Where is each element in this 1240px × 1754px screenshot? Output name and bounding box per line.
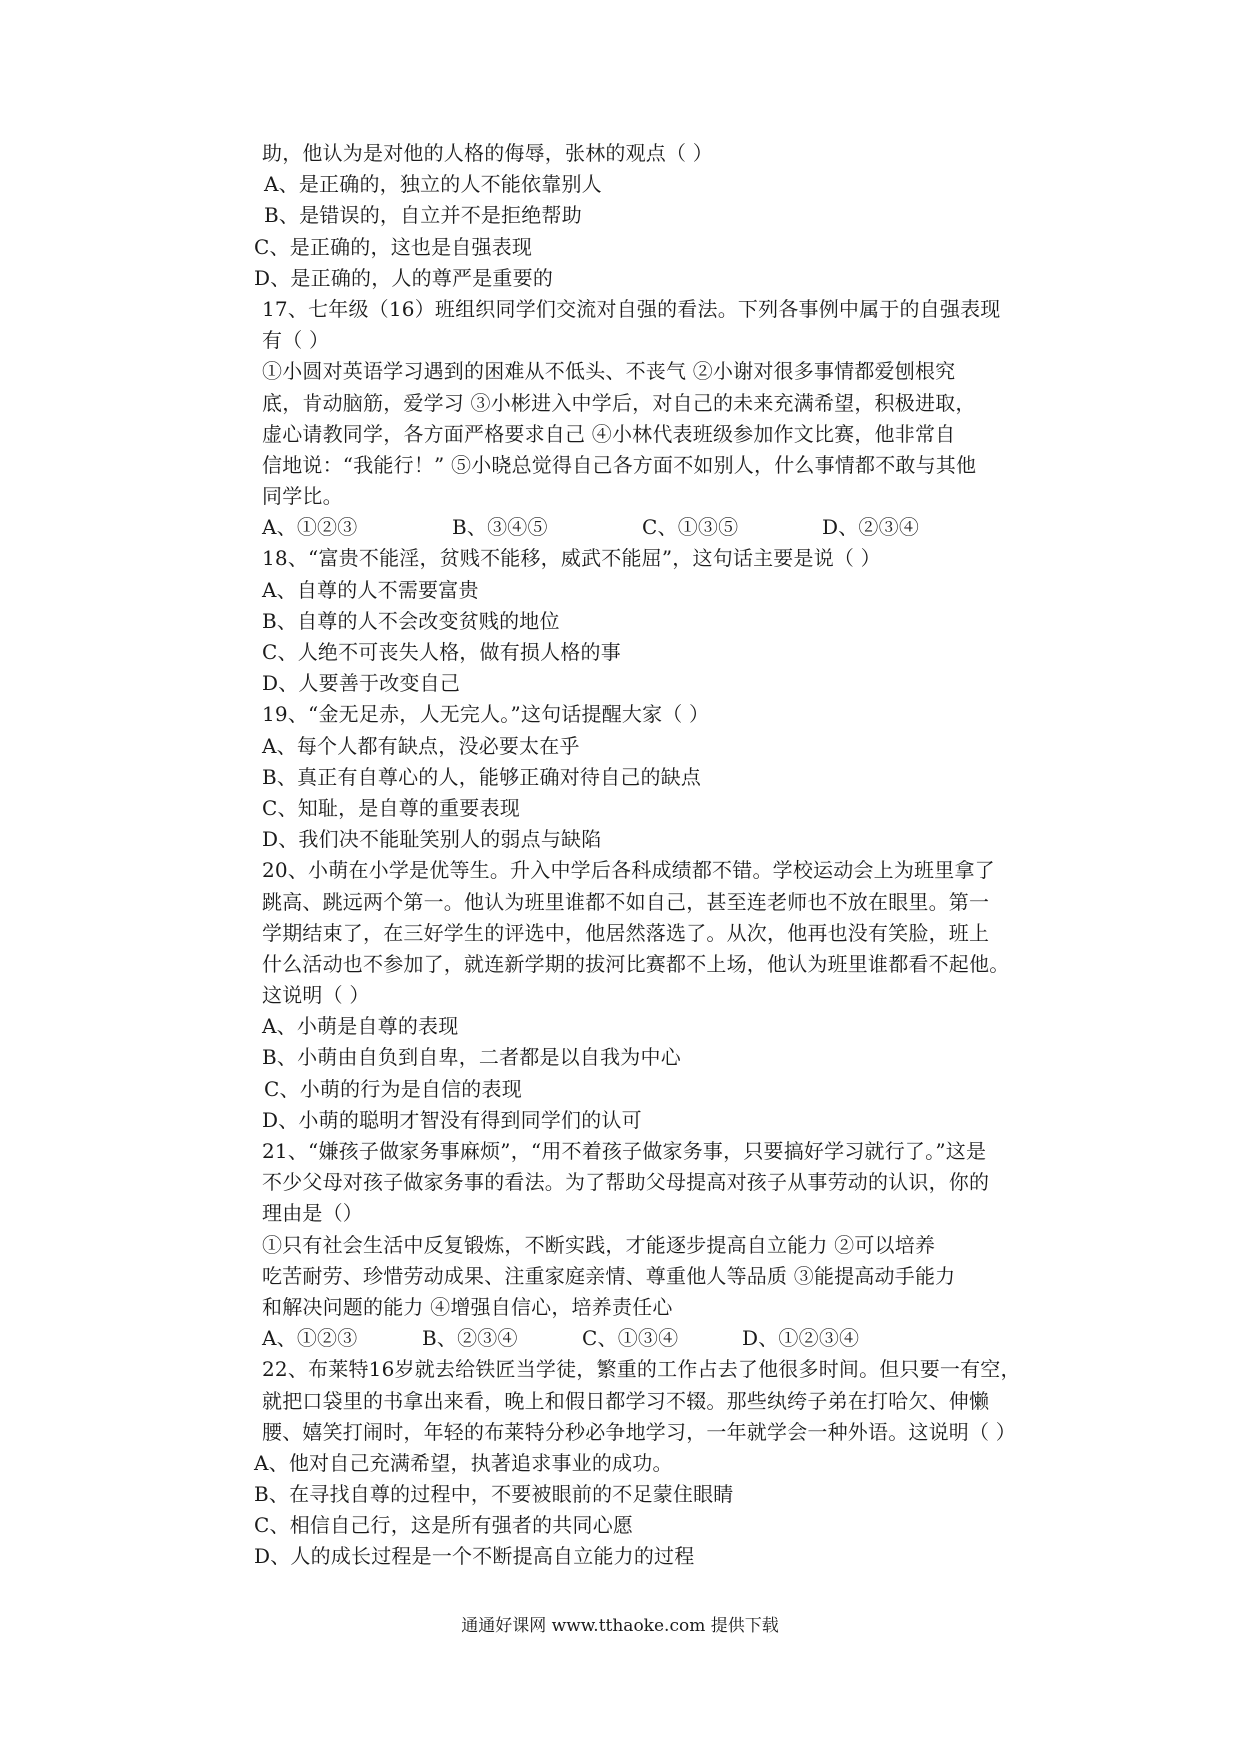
page-footer: 通通好课网 www.tthaoke.com 提供下载 xyxy=(461,1616,779,1636)
text-line: 有（ ） xyxy=(262,328,330,353)
option-b: B、②③④ xyxy=(422,1326,518,1351)
option-a: A、①②③ xyxy=(262,1326,358,1351)
option-line: D、人要善于改变自己 xyxy=(262,671,461,696)
text-line: 就把口袋里的书拿出来看，晚上和假日都学习不辍。那些纨绔子弟在打哈欠、伸懒 xyxy=(262,1388,990,1413)
text-line: 底，肯动脑筋，爱学习 ③小彬进入中学后，对自己的未来充满希望，积极进取， xyxy=(262,390,976,415)
option-line: A、每个人都有缺点，没必要太在乎 xyxy=(262,733,580,758)
option-line: C、是正确的，这也是自强表现 xyxy=(254,234,533,259)
text-line: 跳高、跳远两个第一。他认为班里谁都不如自己，甚至连老师也不放在眼里。第一 xyxy=(262,889,990,914)
option-line: B、真正有自尊心的人，能够正确对待自己的缺点 xyxy=(262,764,702,789)
question-20-line: 20、小萌在小学是优等生。升入中学后各科成绩都不错。学校运动会上为班里拿了 xyxy=(262,858,995,883)
option-line: C、人绝不可丧失人格，做有损人格的事 xyxy=(262,640,621,664)
option-b: B、③④⑤ xyxy=(452,515,548,540)
option-c: C、①③⑤ xyxy=(642,515,739,540)
text-line: 不少父母对孩子做家务事的看法。为了帮助父母提高对孩子从事劳动的认识，你的 xyxy=(262,1170,990,1195)
question-17-line: 17、七年级（16）班组织同学们交流对自强的看法。下列各事例中属于的自强表现 xyxy=(262,296,1001,321)
option-line: D、我们决不能耻笑别人的弱点与缺陷 xyxy=(262,827,602,852)
option-line: B、是错误的，自立并不是拒绝帮助 xyxy=(264,203,582,228)
text-line: 信地说：“我能行！” ⑤小晓总觉得自己各方面不如别人，什么事情都不敢与其他 xyxy=(262,452,977,477)
option-line: C、知耻，是自尊的重要表现 xyxy=(262,795,520,820)
option-c: C、①③④ xyxy=(582,1326,679,1351)
text-line: 这说明（ ） xyxy=(262,983,370,1008)
question-21-line: 21、“嫌孩子做家务事麻烦”，“用不着孩子做家务事，只要搞好学习就行了。”这是 xyxy=(262,1139,987,1163)
option-line: A、他对自己充满希望，执著追求事业的成功。 xyxy=(254,1450,673,1475)
text-line: 同学比。 xyxy=(262,484,343,509)
option-line: A、自尊的人不需要富贵 xyxy=(262,577,479,602)
question-18-line: 18、“富贵不能淫，贫贱不能移，威武不能屈”，这句话主要是说（ ） xyxy=(262,546,881,571)
option-line: A、小萌是自尊的表现 xyxy=(262,1014,459,1039)
option-line: D、人的成长过程是一个不断提高自立能力的过程 xyxy=(254,1544,695,1569)
text-line: 和解决问题的能力 ④增强自信心，培养责任心 xyxy=(262,1294,673,1319)
question-17-options xyxy=(262,512,1062,543)
text-line: 腰、嬉笑打闹时，年轻的布莱特分秒必争地学习，一年就学会一种外语。这说明（ ） xyxy=(262,1419,1016,1444)
question-21-options xyxy=(262,1323,1062,1354)
question-19-line: 19、“金无足赤，人无完人。”这句话提醒大家（ ） xyxy=(262,702,710,727)
option-line: A、是正确的，独立的人不能依靠别人 xyxy=(264,172,602,197)
option-line: C、相信自己行，这是所有强者的共同心愿 xyxy=(254,1513,634,1538)
text-line: 什么活动也不参加了，就连新学期的拔河比赛都不上场，他认为班里谁都看不起他。 xyxy=(262,951,1010,976)
text-line: 吃苦耐劳、珍惜劳动成果、注重家庭亲情、尊重他人等品质 ③能提高动手能力 xyxy=(262,1263,956,1288)
option-line: B、小萌由自负到自卑，二者都是以自我为中心 xyxy=(262,1045,681,1070)
option-line: B、自尊的人不会改变贫贱的地位 xyxy=(262,608,560,633)
text-line: 学期结束了，在三好学生的评选中，他居然落选了。从次，他再也没有笑脸，班上 xyxy=(262,920,990,945)
option-line: C、小萌的行为是自信的表现 xyxy=(264,1076,522,1101)
option-line: B、在寻找自尊的过程中，不要被眼前的不足蒙住眼睛 xyxy=(254,1482,734,1507)
option-d: D、②③④ xyxy=(822,515,920,540)
option-d: D、①②③④ xyxy=(742,1326,860,1351)
document-body xyxy=(254,138,1062,1573)
text-line: 助，他认为是对他的人格的侮辱，张林的观点（ ） xyxy=(262,141,713,165)
text-line: 虚心请教同学，各方面严格要求自己 ④小林代表班级参加作文比赛，他非常自 xyxy=(262,421,956,446)
option-line: D、是正确的，人的尊严是重要的 xyxy=(254,265,554,290)
text-line: ①小圆对英语学习遇到的困难从不低头、不丧气 ②小谢对很多事情都爱刨根究 xyxy=(262,359,956,384)
text-line: 理由是（） xyxy=(262,1201,363,1226)
option-a: A、①②③ xyxy=(262,515,358,540)
text-line: ①只有社会生活中反复锻炼，不断实践，才能逐步提高自立能力 ②可以培养 xyxy=(262,1232,936,1257)
question-22-line: 22、布莱特16岁就去给铁匠当学徒，繁重的工作占去了他很多时间。但只要一有空， xyxy=(262,1357,1021,1382)
option-line: D、小萌的聪明才智没有得到同学们的认可 xyxy=(262,1107,642,1132)
